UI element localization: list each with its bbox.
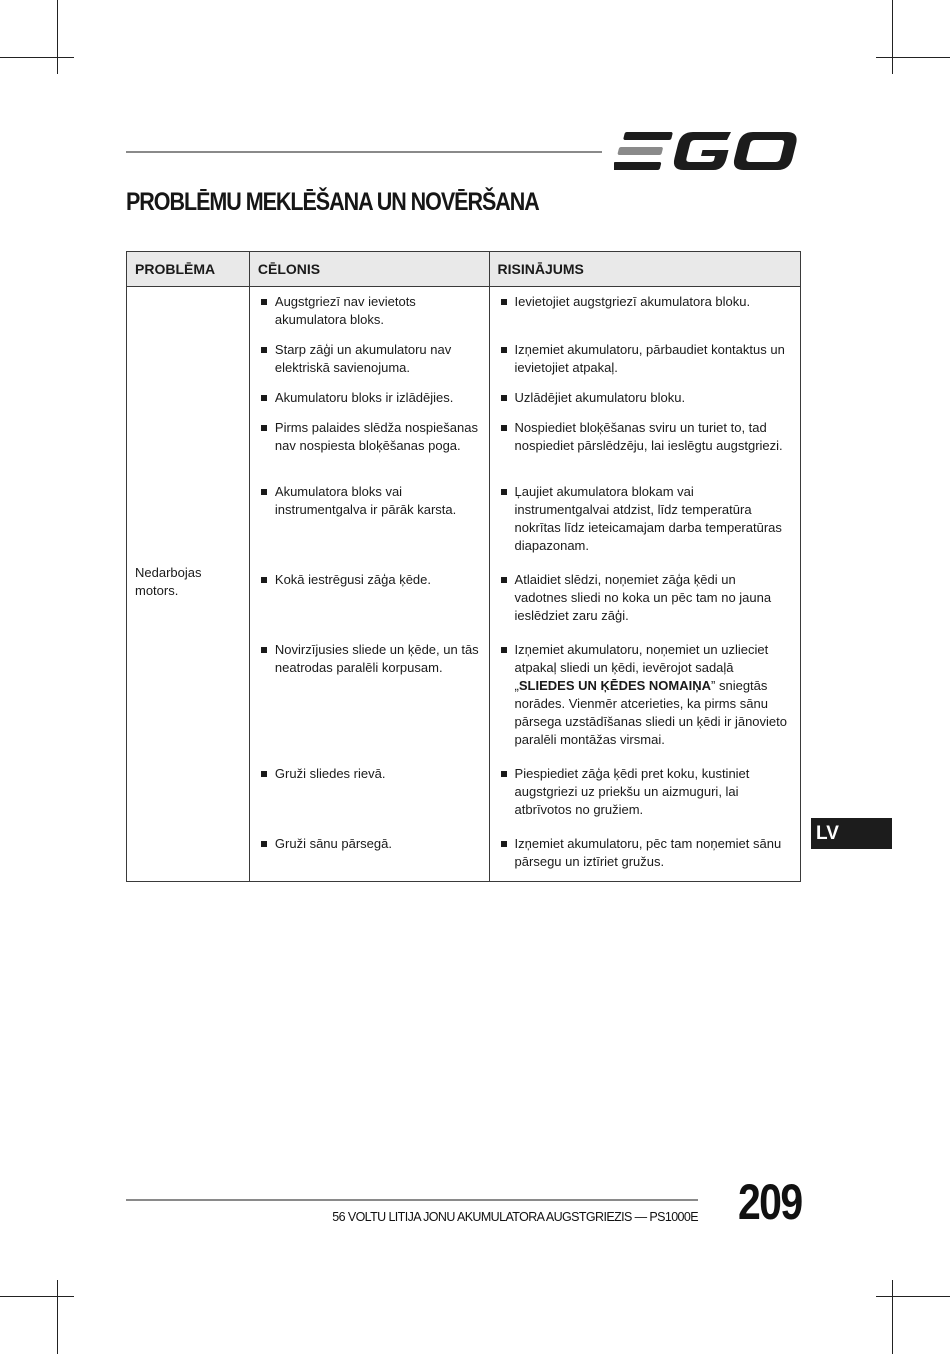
problem-text: Nedarbojas motors. <box>135 565 202 598</box>
ego-logo <box>614 128 800 174</box>
cause-item: Akumulatoru bloks ir izlādējies. <box>258 389 481 419</box>
column-header-solution: RISINĀJUMS <box>489 252 800 287</box>
crop-mark <box>892 1280 893 1354</box>
page-title: PROBLĒMU MEKLĒŠANA UN NOVĒRŠANA <box>126 188 539 216</box>
solution-item: Ļaujiet akumulatora blokam vai instrumentgalvai atdzist, līdz temperatūra nokrītas līdz ieteicamajam darba temperatūras diapazonam. <box>498 483 792 555</box>
crop-mark <box>876 57 950 58</box>
crop-mark <box>892 0 893 74</box>
cause-item: Pirms palaides slēdža nospiešanas nav nospiesta bloķēšanas poga. <box>258 419 481 455</box>
cause-cell <box>249 759 489 829</box>
solution-text: Izņemiet akumulatoru, noņemiet un uzlieciet atpakaļ sliedi un ķēdi, ievērojot sadaļā „ <box>514 642 769 693</box>
cause-cell <box>249 829 489 882</box>
crop-mark <box>0 57 74 58</box>
solution-item: Nospiediet bloķēšanas sviru un turiet to, tad nospiediet pārslēdzēju, lai ieslēgtu augstgriezi. <box>498 419 792 455</box>
solution-item: Atlaidiet slēdzi, noņemiet zāģa ķēdi un vadotnes sliedi no koka un pēc tam no jauna ieslēdziet zaru zāģi. <box>498 571 792 625</box>
language-tab: LV <box>811 818 892 849</box>
cause-item: Novirzījusies sliede un ķēde, un tās neatrodas paralēli korpusam. <box>258 641 481 677</box>
solution-cell <box>489 759 800 829</box>
crop-mark <box>57 0 58 74</box>
section-reference: SLIEDES UN ĶĒDES NOMAIŅA <box>518 678 712 693</box>
cause-item: Starp zāģi un akumulatoru nav elektriskā savienojuma. <box>258 341 481 389</box>
problem-cell <box>127 287 250 882</box>
column-header-problem: PROBLĒMA <box>127 252 250 287</box>
cause-cell <box>249 287 489 478</box>
crop-mark <box>57 1280 58 1354</box>
header-rule <box>126 151 602 153</box>
crop-mark <box>876 1296 950 1297</box>
footer-product-name: 56 VOLTU LITIJA JONU AKUMULATORA AUGSTGRIEZIS — PS1000E <box>332 1210 698 1224</box>
cause-item: Kokā iestrēgusi zāģa ķēde. <box>258 571 481 589</box>
solution-item: Izņemiet akumulatoru, pēc tam noņemiet sānu pārsegu un iztīriet gružus. <box>498 835 792 871</box>
solution-item: Uzlādējiet akumulatoru bloku. <box>498 389 792 419</box>
table-row <box>127 287 801 478</box>
solution-text: ” sniegtās norādes. Vienmēr atcerieties, ka pirms sānu pārsega uzstādīšanas sliedi un ķēdi ir jānovieto paralēli montāžas virsmai. <box>514 678 787 747</box>
crop-mark <box>0 1296 74 1297</box>
solution-item: Izņemiet akumulatoru, pārbaudiet kontaktus un ievietojiet atpakaļ. <box>498 341 792 389</box>
footer-rule <box>126 1199 698 1201</box>
troubleshooting-table <box>126 251 801 882</box>
cause-item: Augstgriezī nav ievietots akumulatora bloks. <box>258 293 481 341</box>
solution-item: Piespiediet zāģa ķēdi pret koku, kustiniet augstgriezi uz priekšu un aizmuguri, lai atbrīvotos no gružiem. <box>498 765 792 819</box>
page-number: 209 <box>738 1174 802 1230</box>
cause-item: Akumulatora bloks vai instrumentgalva ir pārāk karsta. <box>258 483 481 519</box>
solution-item: Ievietojiet augstgriezī akumulatora bloku. <box>498 293 792 341</box>
solution-cell <box>489 477 800 565</box>
cause-item: Gruži sānu pārsegā. <box>258 835 481 853</box>
cause-item: Gruži sliedes rievā. <box>258 765 481 783</box>
cause-cell <box>249 635 489 759</box>
table-header-row <box>127 252 801 287</box>
solution-cell <box>489 829 800 882</box>
cause-cell <box>249 477 489 565</box>
solution-cell <box>489 287 800 478</box>
solution-cell <box>489 635 800 759</box>
solution-cell <box>489 565 800 635</box>
solution-item <box>498 641 792 749</box>
column-header-cause: CĒLONIS <box>249 252 489 287</box>
cause-cell <box>249 565 489 635</box>
